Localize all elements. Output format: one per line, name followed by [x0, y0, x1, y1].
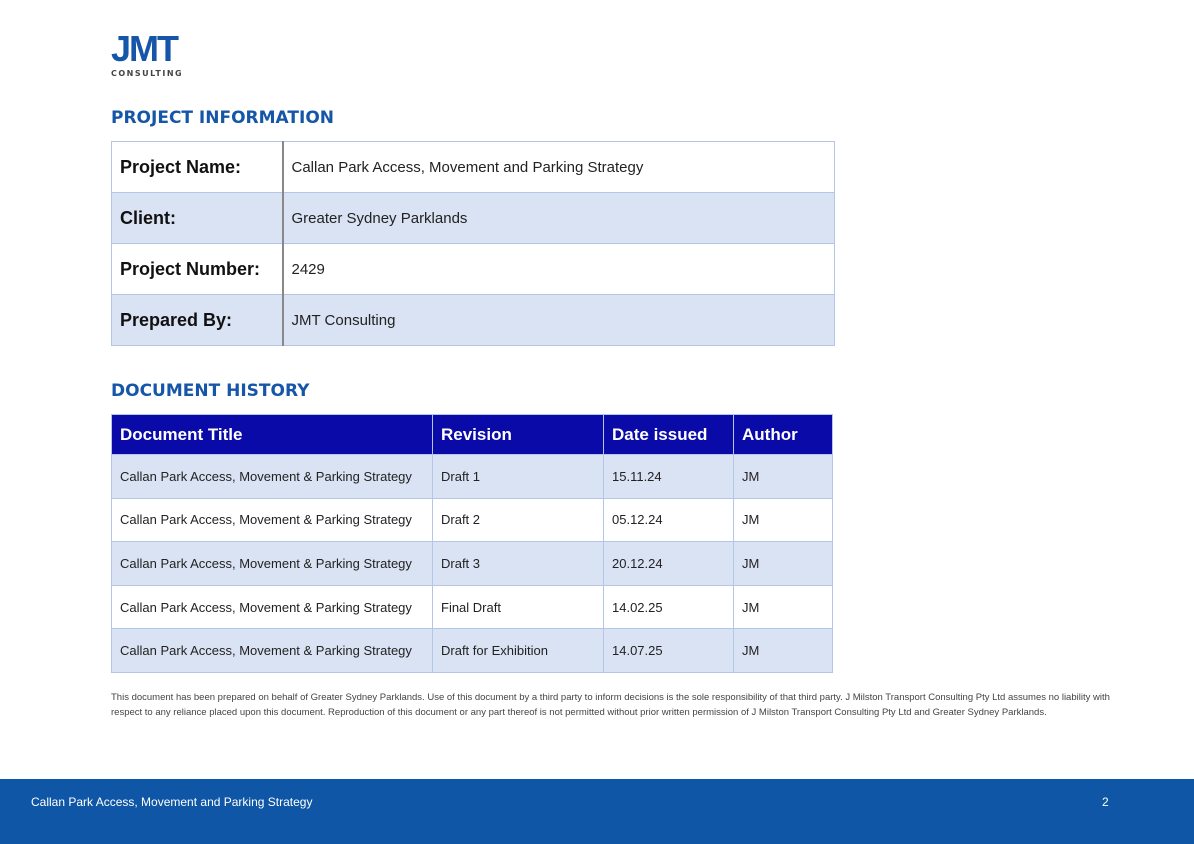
column-header: Revision — [433, 415, 604, 455]
table-cell: 05.12.24 — [604, 498, 734, 542]
table-row — [112, 244, 835, 295]
page-number: 2 — [1102, 795, 1109, 809]
jmt-logo — [111, 30, 201, 80]
table-cell: Callan Park Access, Movement & Parking Strategy — [112, 585, 433, 629]
table-cell: JM — [734, 629, 833, 673]
table-cell: Draft 3 — [433, 542, 604, 586]
column-header: Document Title — [112, 415, 433, 455]
column-header: Date issued — [604, 415, 734, 455]
table-row — [112, 455, 833, 499]
table-cell: JM — [734, 455, 833, 499]
table-cell: Callan Park Access, Movement & Parking Strategy — [112, 455, 433, 499]
logo-subtext: CONSULTING — [111, 69, 184, 78]
table-cell: Draft 2 — [433, 498, 604, 542]
table-cell: JM — [734, 498, 833, 542]
table-row — [112, 585, 833, 629]
logo-text: JMT — [111, 28, 177, 69]
document-history-heading: DOCUMENT HISTORY — [111, 381, 310, 401]
disclaimer: This document has been prepared on behalf of Greater Sydney Parklands. Use of this document by a third party to inform decisions is the sole responsibility of that third party. J Milston Transport Consulting Pty Ltd assumes no liability with respect to any reliance placed upon this document. Reproduction of this document or any part thereof is not permitted without prior written permission of J Milston Transport Consulting Pty Ltd and Greater Sydney Parklands. — [111, 692, 1110, 718]
table-row — [112, 295, 835, 346]
column-header: Author — [734, 415, 833, 455]
table-cell: Draft for Exhibition — [433, 629, 604, 673]
project-info-table — [111, 141, 835, 346]
table-cell: Callan Park Access, Movement & Parking Strategy — [112, 629, 433, 673]
table-row — [112, 629, 833, 673]
field-value: Greater Sydney Parklands — [283, 193, 835, 244]
table-cell: JM — [734, 542, 833, 586]
field-label: Project Number: — [112, 244, 283, 295]
project-info-heading: PROJECT INFORMATION — [111, 108, 334, 128]
field-value: JMT Consulting — [283, 295, 835, 346]
table-cell: Final Draft — [433, 585, 604, 629]
field-label: Project Name: — [112, 142, 283, 193]
table-cell: Callan Park Access, Movement & Parking Strategy — [112, 498, 433, 542]
footer-title: Callan Park Access, Movement and Parking Strategy — [31, 795, 313, 809]
page-footer — [0, 779, 1194, 844]
table-cell: 14.07.25 — [604, 629, 734, 673]
table-cell: 15.11.24 — [604, 455, 734, 499]
table-cell: JM — [734, 585, 833, 629]
table-cell: 20.12.24 — [604, 542, 734, 586]
table-cell: Callan Park Access, Movement & Parking Strategy — [112, 542, 433, 586]
table-cell: Draft 1 — [433, 455, 604, 499]
table-row — [112, 142, 835, 193]
field-value: 2429 — [283, 244, 835, 295]
field-value: Callan Park Access, Movement and Parking Strategy — [283, 142, 835, 193]
field-label: Client: — [112, 193, 283, 244]
table-cell: 14.02.25 — [604, 585, 734, 629]
field-label: Prepared By: — [112, 295, 283, 346]
table-row — [112, 498, 833, 542]
document-history-table — [111, 414, 833, 673]
table-row — [112, 542, 833, 586]
table-row — [112, 193, 835, 244]
